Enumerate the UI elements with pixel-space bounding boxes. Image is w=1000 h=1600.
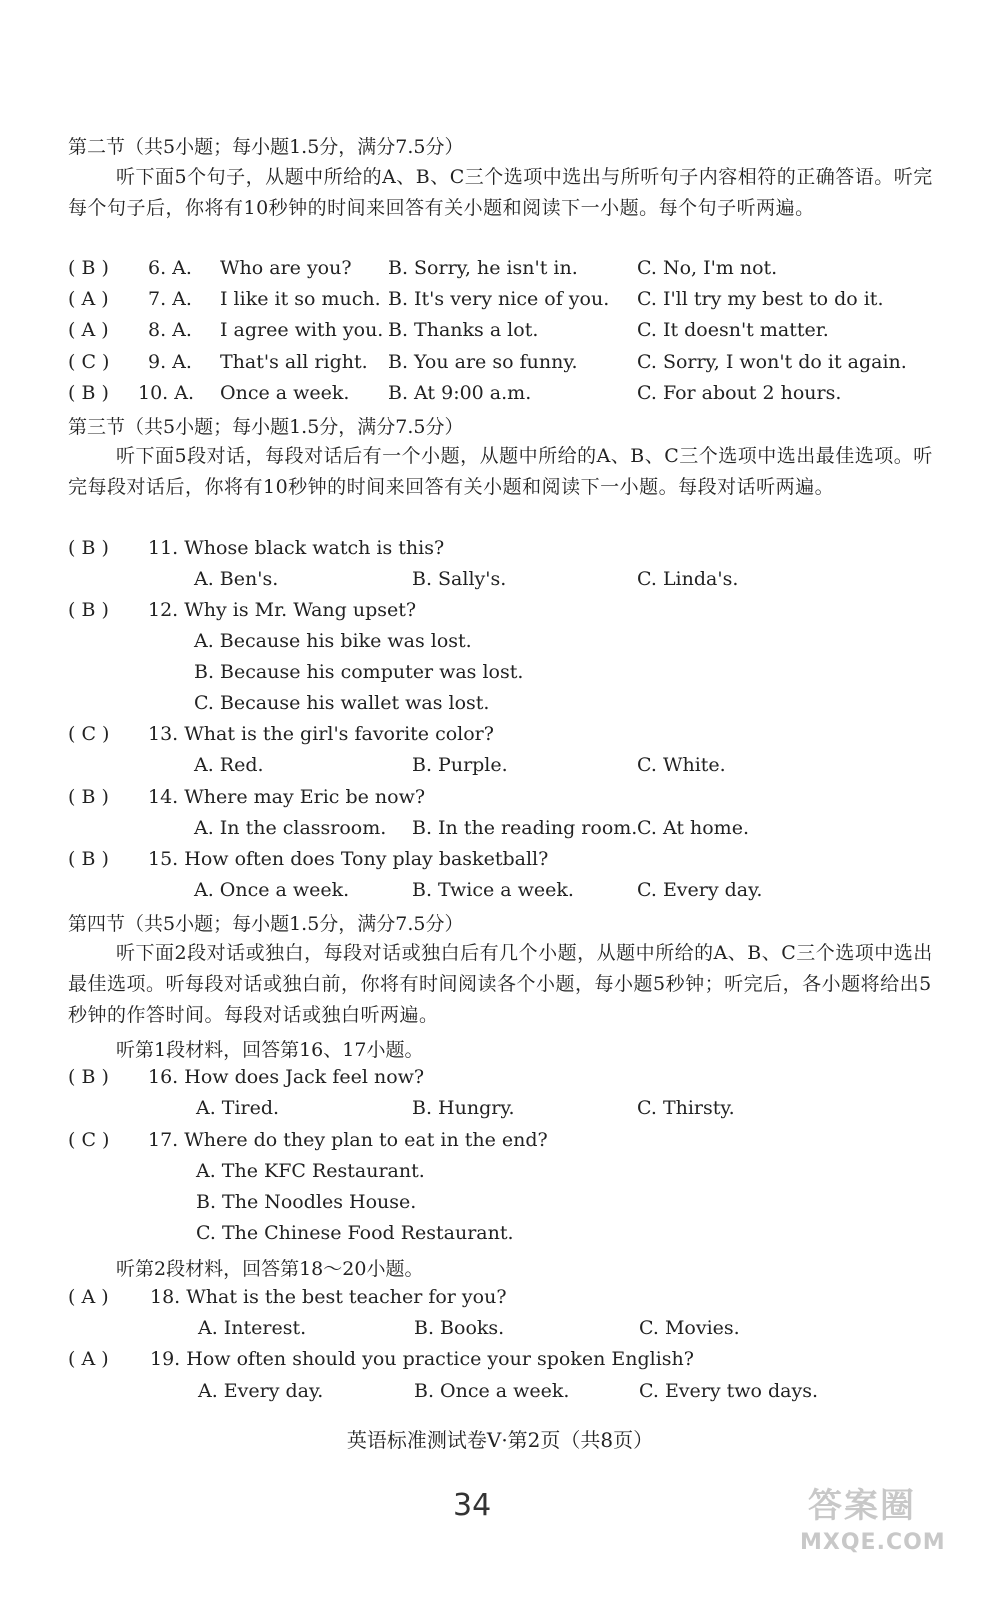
option-c: C. White. xyxy=(637,754,726,776)
question-number: 10. A. xyxy=(138,382,195,404)
question-stem: 16. How does Jack feel now? xyxy=(148,1066,425,1088)
option-a: Who are you? xyxy=(220,257,352,279)
section4-instructions: 听下面2段对话或独白，每段对话或独白后有几个小题，从题中所给的A、B、C三个选项中选出最佳选项。听每段对话或独白前，你将有时间阅读各个小题，每小题5秒钟；听完后，各小题将给出5秒钟的作答时间。每段对话或独白听两遍。 xyxy=(68,942,933,1026)
option-c: C. It doesn't matter. xyxy=(637,319,829,341)
question-stem: 15. How often does Tony play basketball? xyxy=(148,848,549,870)
option-b: B. In the reading room. xyxy=(412,817,638,839)
watermark-url: MXQE.COM xyxy=(800,1530,946,1555)
option-c: C. Sorry, I won't do it again. xyxy=(637,351,907,373)
option-a: A. Tired. xyxy=(196,1097,280,1119)
option-b: B. Hungry. xyxy=(412,1097,515,1119)
section2-instructions: 听下面5个句子，从题中所给的A、B、C三个选项中选出与所听句子内容相符的正确答语。听完每个句子后，你将有10秒钟的时间来回答有关小题和阅读下一小题。每个句子听两遍。 xyxy=(68,166,933,219)
option-c: C. I'll try my best to do it. xyxy=(637,288,884,310)
answer-mark: ( C ) xyxy=(68,1129,110,1151)
answer-mark: ( A ) xyxy=(68,1348,109,1370)
option-a: Once a week. xyxy=(220,382,350,404)
answer-mark: ( B ) xyxy=(68,1066,109,1088)
question-number: 6. A. xyxy=(148,257,192,279)
question-stem: 17. Where do they plan to eat in the end? xyxy=(148,1129,548,1151)
section2-header: 第二节（共5小题；每小题1.5分，满分7.5分） xyxy=(68,136,464,158)
question-stem: 11. Whose black watch is this? xyxy=(148,537,445,559)
option-c: C. At home. xyxy=(637,817,749,839)
question-stem: 14. Where may Eric be now? xyxy=(148,786,426,808)
option-b: B. At 9:00 a.m. xyxy=(388,382,532,404)
option-c: C. Every day. xyxy=(637,879,763,901)
section3-header: 第三节（共5小题；每小题1.5分，满分7.5分） xyxy=(68,416,464,438)
option-a: A. Because his bike was lost. xyxy=(194,630,472,652)
handwritten-page-number: 34 xyxy=(453,1488,492,1523)
option-b: B. The Noodles House. xyxy=(196,1191,417,1213)
option-b: B. You are so funny. xyxy=(388,351,578,373)
answer-mark: ( A ) xyxy=(68,288,109,310)
answer-mark: ( B ) xyxy=(68,848,109,870)
question-number: 8. A. xyxy=(148,319,192,341)
option-c: C. The Chinese Food Restaurant. xyxy=(196,1222,514,1244)
option-a: A. Red. xyxy=(194,754,264,776)
question-stem: 19. How often should you practice your spoken English? xyxy=(150,1348,694,1370)
option-c: C. For about 2 hours. xyxy=(637,382,842,404)
option-b: B. Thanks a lot. xyxy=(388,319,539,341)
question-number: 9. A. xyxy=(148,351,192,373)
answer-mark: ( A ) xyxy=(68,319,109,341)
question-stem: 12. Why is Mr. Wang upset? xyxy=(148,599,417,621)
option-c: C. Thirsty. xyxy=(637,1097,735,1119)
option-c: C. Movies. xyxy=(639,1317,740,1339)
option-b: B. Purple. xyxy=(412,754,508,776)
option-b: B. Sally's. xyxy=(412,568,507,590)
answer-mark: ( C ) xyxy=(68,351,110,373)
option-c: C. Linda's. xyxy=(637,568,739,590)
option-b: B. Books. xyxy=(414,1317,505,1339)
answer-mark: ( B ) xyxy=(68,786,109,808)
option-a: A. Ben's. xyxy=(194,568,279,590)
option-c: C. Because his wallet was lost. xyxy=(194,692,490,714)
answer-mark: ( B ) xyxy=(68,382,109,404)
option-a: A. Every day. xyxy=(198,1380,324,1402)
option-c: C. No, I'm not. xyxy=(637,257,778,279)
question-stem: 18. What is the best teacher for you? xyxy=(150,1286,507,1308)
section4-header: 第四节（共5小题；每小题1.5分，满分7.5分） xyxy=(68,913,464,935)
option-a: A. Interest. xyxy=(198,1317,307,1339)
page-footer: 英语标准测试卷Ⅴ·第2页（共8页） xyxy=(346,1428,654,1452)
answer-mark: ( A ) xyxy=(68,1286,109,1308)
option-a: A. In the classroom. xyxy=(194,817,387,839)
option-a: A. Once a week. xyxy=(194,879,350,901)
option-c: C. Every two days. xyxy=(639,1380,819,1402)
option-a: That's all right. xyxy=(220,351,368,373)
option-a: I agree with you. xyxy=(220,319,384,341)
option-b: B. Twice a week. xyxy=(412,879,574,901)
question-number: 7. A. xyxy=(148,288,192,310)
answer-mark: ( B ) xyxy=(68,537,109,559)
option-b: B. Sorry, he isn't in. xyxy=(388,257,578,279)
option-a: I like it so much. xyxy=(220,288,381,310)
answer-mark: ( C ) xyxy=(68,723,110,745)
option-b: B. Once a week. xyxy=(414,1380,570,1402)
answer-mark: ( B ) xyxy=(68,257,109,279)
answer-mark: ( B ) xyxy=(68,599,109,621)
material-2-lead: 听第2段材料，回答第18～20小题。 xyxy=(116,1258,424,1280)
material-1-lead: 听第1段材料，回答第16、17小题。 xyxy=(116,1039,424,1061)
option-a: A. The KFC Restaurant. xyxy=(196,1160,425,1182)
option-b: B. It's very nice of you. xyxy=(388,288,610,310)
watermark-logo: 答案圈 xyxy=(808,1486,916,1526)
option-b: B. Because his computer was lost. xyxy=(194,661,524,683)
section3-instructions: 听下面5段对话，每段对话后有一个小题，从题中所给的A、B、C三个选项中选出最佳选项。听完每段对话后，你将有10秒钟的时间来回答有关小题和阅读下一小题。每段对话听两遍。 xyxy=(68,445,933,498)
question-stem: 13. What is the girl's favorite color? xyxy=(148,723,494,745)
